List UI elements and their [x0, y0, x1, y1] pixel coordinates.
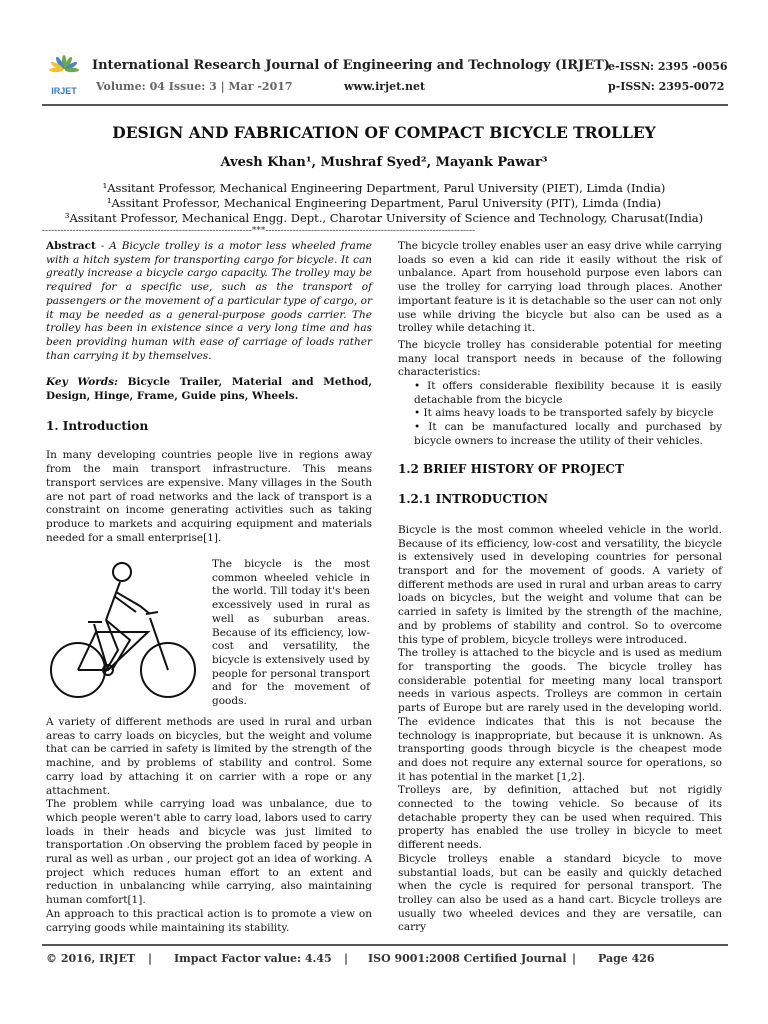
intro-paragraph-2: A variety of different methods are used in rural and urban areas to carry loads on bicycles, but the weight and volume that can be carried in safety is limited by the strength of the machine, and by problems of stability and control. Some carry load by attaching it on carrier with a rope or any attachment.	[46, 716, 372, 797]
bicycle-paragraph: The bicycle is the most common wheeled vehicle in the world. Till today it's been excessively used in rural as well as suburban areas. Because of its efficiency, low-cost and versatility, the bicycle is extensively used by people for personal transport and for the movement of goods.	[212, 558, 370, 708]
list-item: • It aims heavy loads to be transported safely by bicycle	[414, 407, 714, 420]
abstract-label: Abstract	[46, 240, 96, 252]
right-paragraph-2: The bicycle trolley has considerable potential for meeting many local transport needs in because of the following characteristics:	[398, 338, 722, 379]
pissn: p-ISSN: 2395-0072	[608, 80, 725, 93]
footer-separator: |	[572, 952, 577, 965]
affiliation-2: ¹Assitant Professor, Mechanical Engineering Department, Parul University (PIT), Limda (India)	[106, 196, 662, 210]
affiliation-1: ¹Assitant Professor, Mechanical Engineering Department, Parul University (PIET), Limda (India)	[102, 181, 666, 195]
right-paragraph-3: Bicycle is the most common wheeled vehicle in the world. Because of its efficiency, low-cost and versatility, the bicycle is extensively used in developing countries for personal transport and for the movement of goods. A variety of different methods are used in rural and urban areas to carry loads on bicycles, but the weight and volume that can be carried in safety is limited by the strength of the machine, and by problems of stability and control. So to overcome this type of problem, bicycle trolleys were introduced.	[398, 523, 722, 646]
paper-authors: Avesh Khan¹, Mushraf Syed², Mayank Pawar³	[220, 155, 548, 170]
intro-paragraph-3: The problem while carrying load was unbalance, due to which people weren't able to carry load, labors used to carry loads in their heads and bicycle was just limited to transportation .On observing the problem faced by people in rural as well as urban , our project got an idea of working. A project which reduces human effort to an extent and reduction in unbalancing while carrying, also maintaining human comfort[1].	[46, 798, 372, 907]
intro-paragraph-4: An approach to this practical action is to promote a view on carrying goods while maintaining its stability.	[46, 907, 372, 934]
right-paragraph-1: The bicycle trolley enables user an easy drive while carrying loads so even a kid can ride it easily without the risk of unbalance. Apart from household purpose even labors can use the trolley for carrying load through places. Another important feature is it is detachable so the user can not only use while driving the bicycle but also can be used as a trolley while detaching it.	[398, 240, 722, 335]
list-item: • It offers considerable flexibility because it is easily detachable from the bicycle	[414, 380, 722, 406]
right-paragraph-4: The trolley is attached to the bicycle and is used as medium for transporting the goods. The bicycle trolley has considerable potential for meeting many local transport needs in various aspects. Trolleys are common in certain parts of Europe but are rarely used in the developing world. The evidence indicates that this is not because the technology is inappropriate, but because it is unknown. As transporting goods through bicycle is the cheapest mode and does not require any external source for operations, so it has potential in the market [1,2].	[398, 647, 722, 783]
journal-website: www.irjet.net	[344, 80, 426, 93]
separator-line: ---------------------------------------------------------------------***---------------------------------------------------------------------	[42, 226, 476, 236]
right-column	[398, 240, 722, 935]
affiliation-3: ³Assitant Professor, Mechanical Engg. Dept., Charotar University of Science and Technology, Charusat(India)	[64, 211, 704, 225]
characteristics-list	[398, 380, 722, 449]
abstract-text: - A Bicycle trolley is a motor less wheeled frame with a hitch system for transporting cargo for bicycle. It can greatly increase a bicycle cargo capacity. The trolley may be required for a specific use, such as the transport of passengers or the movement of a particular type of cargo, or it may be needed as a general-purpose goods carrier. The trolley has been in existence since a very long time and has been providing human with ease of carriage of loads rather than carrying it by themselves.	[46, 240, 372, 362]
journal-header	[40, 52, 730, 102]
introduction-subheading: 1.2.1 INTRODUCTION	[398, 492, 548, 507]
footer-page-number: Page 426	[598, 952, 655, 965]
paper-title: DESIGN AND FABRICATION OF COMPACT BICYCLE TROLLEY	[112, 123, 656, 142]
intro-paragraph-1: In many developing countries people live in regions away from the main transport infrastructure. This means transport services are expensive. Many villages in the South are not part of road networks and the lack of transport is a constraint on income generating activities such as taking produce to markets and acquiring equipment and materials needed for a small enterprise[1].	[46, 449, 372, 544]
list-item: • It can be manufactured locally and purchased by bicycle owners to increase the utility of their vehicles.	[414, 421, 722, 447]
footer-separator: |	[148, 952, 153, 965]
history-heading: 1.2 BRIEF HISTORY OF PROJECT	[398, 461, 624, 476]
keywords	[46, 376, 372, 403]
right-paragraph-6: Bicycle trolleys enable a standard bicycle to move substantial loads, but can be easily and quickly detached when the cycle is required for personal transport. The trolley can also be used as a hand cart. Bicycle trolleys are usually two wheeled devices and they are versatile, can carry	[398, 852, 722, 934]
keywords-label: Key Words:	[46, 376, 118, 389]
left-column	[46, 240, 372, 545]
right-paragraph-5: Trolleys are, by definition, attached but not rigidly connected to the towing vehicle. So because of its detachable property they can be used when required. This property has enabled the use trolley in bicycle to meet different needs.	[398, 784, 722, 852]
keywords-text: Bicycle Trailer, Material and Method, Design, Hinge, Frame, Guide pins, Wheels.	[46, 376, 372, 403]
left-column-continued	[46, 716, 372, 935]
eissn: e-ISSN: 2395 -0056	[608, 60, 728, 73]
footer-iso: ISO 9001:2008 Certified Journal	[368, 952, 567, 965]
footer-separator: |	[344, 952, 349, 965]
svg-text:IRJET: IRJET	[51, 86, 77, 96]
footer-impact-factor: Impact Factor value: 4.45	[174, 952, 332, 965]
footer-rule	[42, 944, 728, 946]
journal-title: International Research Journal of Engineering and Technology (IRJET)	[92, 58, 610, 73]
footer-copyright: © 2016, IRJET	[46, 952, 136, 965]
header-rule	[42, 104, 728, 106]
volume-issue: Volume: 04 Issue: 3 | Mar -2017	[96, 80, 293, 93]
intro-heading: 1. Introduction	[46, 418, 149, 433]
abstract	[46, 240, 372, 363]
bicycle-illustration	[46, 558, 202, 708]
irjet-logo	[44, 54, 84, 98]
